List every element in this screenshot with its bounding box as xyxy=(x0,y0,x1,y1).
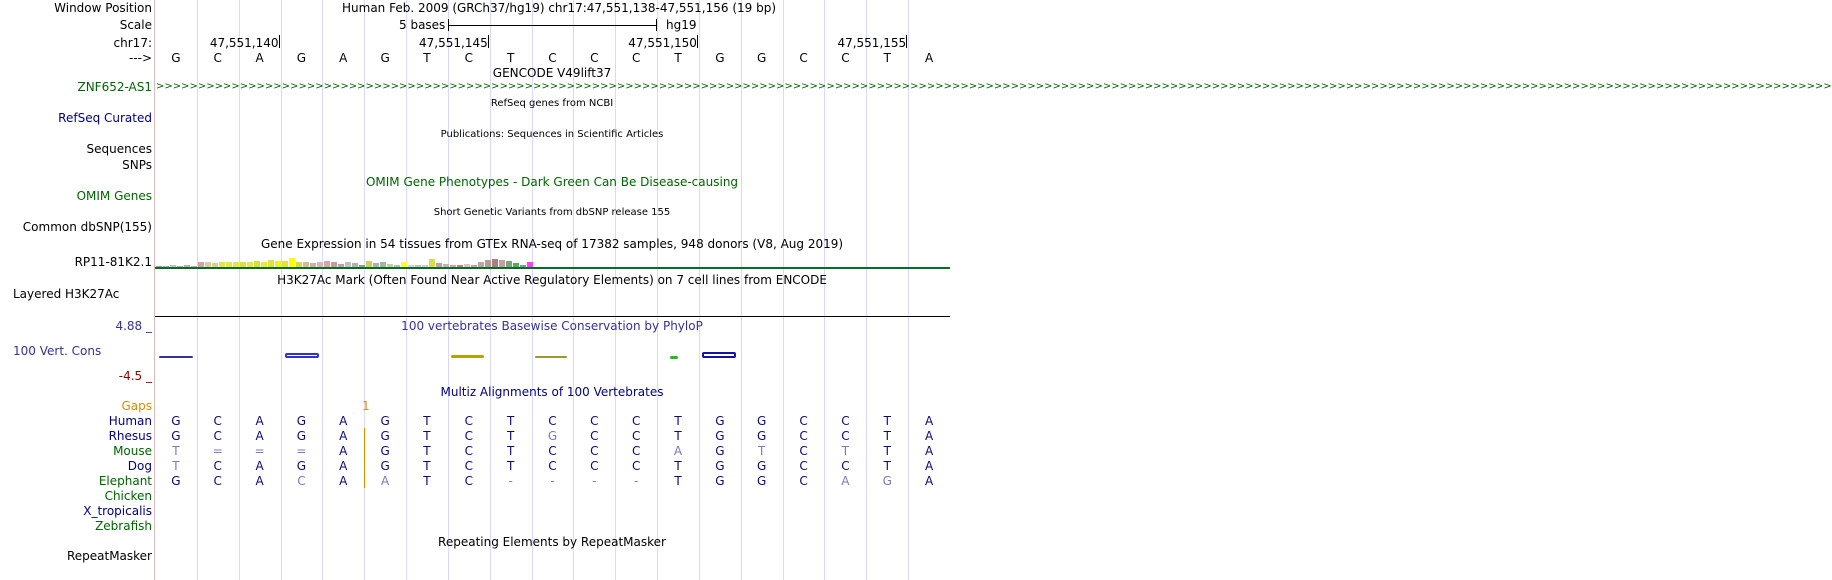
species-label[interactable]: X_tropicalis xyxy=(83,504,152,518)
gtex-gene-label[interactable]: RP11-81K2.1 xyxy=(74,255,152,269)
alignment-base: T xyxy=(674,474,682,488)
alignment-base: T xyxy=(506,429,515,443)
alignment-base: C xyxy=(464,459,473,473)
repeatmasker-title: Repeating Elements by RepeatMasker xyxy=(438,535,666,549)
chrom-label: chr17: xyxy=(113,36,152,50)
cons-mark xyxy=(535,356,567,358)
repeatmasker-label[interactable]: RepeatMasker xyxy=(66,549,152,563)
alignment-base: C xyxy=(590,414,599,428)
alignment-base: G xyxy=(715,459,725,473)
alignment-base: A xyxy=(339,414,348,428)
alignment-base: A xyxy=(339,474,348,488)
alignment-base: G xyxy=(715,474,725,488)
alignment-base: C xyxy=(841,459,850,473)
snps-label[interactable]: SNPs xyxy=(122,158,152,172)
alignment-base: T xyxy=(423,444,431,458)
alignment-base: G xyxy=(547,429,558,443)
alignment-base: G xyxy=(882,474,892,488)
scale-label: Scale xyxy=(119,18,152,32)
alignment-base: G xyxy=(171,414,181,428)
alignment-base: C xyxy=(631,414,641,428)
alignment-base: T xyxy=(423,429,431,443)
gene-label-znf652-as1[interactable]: ZNF652-AS1 xyxy=(77,80,152,94)
alignment-base: A xyxy=(924,444,934,458)
alignment-base: A xyxy=(381,474,390,488)
sequence-base: C xyxy=(590,51,599,65)
species-label[interactable]: Mouse xyxy=(113,444,152,458)
refseq-title: RefSeq genes from NCBI xyxy=(490,98,614,109)
alignment-base: C xyxy=(464,414,473,428)
alignment-base: C xyxy=(590,429,599,443)
alignment-base: T xyxy=(674,429,682,443)
alignment-base: C xyxy=(548,444,557,458)
alignment-base: G xyxy=(757,474,767,488)
h3k27ac-baseline xyxy=(155,316,950,317)
scale-text: 5 bases xyxy=(399,18,446,32)
gap-insertion-line xyxy=(364,428,365,488)
gtex-expression-bars[interactable] xyxy=(156,254,536,268)
sequence-base: G xyxy=(380,51,390,65)
gencode-title: GENCODE V49lift37 xyxy=(492,66,612,80)
alignment-base: G xyxy=(171,429,181,443)
ruler-position-label: 47,551,155 xyxy=(837,36,907,50)
alignment-base: C xyxy=(213,414,222,428)
alignment-base: T xyxy=(674,459,682,473)
gene-strand-arrows[interactable]: >>>>>>>>>>>>>>>>>>>>>>>>>>>>>>>>>>>>>>>>>>>>>>>>>>>>>>>>>>>>>>>>>>>>>>>>>>>>>>>>>>>>>>>>>>>>>>>>>>>>>>>>>>>>>>>>>>>>>>>>>>>>>>>>>>>>>>>>>>>>>>>>>>>>>>>>>>>>>>>>>>>>>>>>>>>>>>>>>>>>>>>>>>>>>>>>>>>>>>>> xyxy=(156,81,1832,92)
alignment-base: A xyxy=(924,429,934,443)
alignment-base: T xyxy=(423,414,431,428)
alignment-base: C xyxy=(631,459,641,473)
alignment-base: C xyxy=(841,429,850,443)
alignment-base: - xyxy=(592,474,597,488)
alignment-base: C xyxy=(464,474,473,488)
alignment-base: G xyxy=(757,414,767,428)
alignment-base: G xyxy=(296,459,307,473)
h3k27ac-title: H3K27Ac Mark (Often Found Near Active Regulatory Elements) on 7 cell lines from ENCODE xyxy=(277,273,827,287)
publications-title: Publications: Sequences in Scientific Articles xyxy=(440,129,664,140)
alignment-base: T xyxy=(506,444,515,458)
alignment-base: C xyxy=(799,429,808,443)
alignment-base: T xyxy=(758,444,766,458)
sequence-base: G xyxy=(715,51,725,65)
species-label[interactable]: Chicken xyxy=(104,489,152,503)
alignment-base: = xyxy=(212,444,223,458)
assembly-label: hg19 xyxy=(666,18,697,32)
sequences-label[interactable]: Sequences xyxy=(86,142,152,156)
alignment-base: G xyxy=(715,444,725,458)
cons-label[interactable]: 100 Vert. Cons xyxy=(13,344,102,358)
sequence-base: C xyxy=(631,51,641,65)
alignment-base: C xyxy=(464,444,473,458)
alignment-base: C xyxy=(631,444,641,458)
ruler-position-label: 47,551,140 xyxy=(209,36,279,50)
multiz-title: Multiz Alignments of 100 Vertebrates xyxy=(440,385,664,399)
sequence-base: T xyxy=(506,51,515,65)
alignment-base: A xyxy=(339,429,348,443)
alignment-base: T xyxy=(883,459,891,473)
alignment-base: C xyxy=(841,414,850,428)
alignment-base: C xyxy=(590,459,599,473)
alignment-base: A xyxy=(924,474,934,488)
alignment-base: G xyxy=(715,429,725,443)
alignment-base: A xyxy=(339,444,348,458)
sequence-base: A xyxy=(924,51,934,65)
sequence-base: C xyxy=(464,51,473,65)
alignment-base: G xyxy=(757,459,767,473)
ruler-tick xyxy=(488,35,489,48)
scale-bar xyxy=(448,25,656,26)
species-label[interactable]: Rhesus xyxy=(108,429,152,443)
sequence-base: G xyxy=(296,51,307,65)
alignment-base: A xyxy=(924,414,934,428)
alignment-base: A xyxy=(255,429,264,443)
alignment-base: G xyxy=(380,429,390,443)
species-label[interactable]: Dog xyxy=(127,459,152,473)
common-dbsnp-label[interactable]: Common dbSNP(155) xyxy=(22,220,152,234)
alignment-base: T xyxy=(841,444,850,458)
gap-count: 1 xyxy=(362,399,370,413)
alignment-base: C xyxy=(799,474,808,488)
sequence-base: G xyxy=(171,51,181,65)
sequence-base: C xyxy=(841,51,850,65)
cons-mark xyxy=(159,356,193,358)
alignment-base: A xyxy=(924,459,934,473)
alignment-base: C xyxy=(297,474,306,488)
alignment-base: A xyxy=(841,474,850,488)
alignment-base: C xyxy=(464,429,473,443)
omim-genes-label[interactable]: OMIM Genes xyxy=(76,189,152,203)
alignment-base: A xyxy=(255,474,264,488)
ruler-position-label: 47,551,145 xyxy=(419,36,488,50)
alignment-base: C xyxy=(631,429,641,443)
cons-min-label: -4.5 _ xyxy=(118,369,152,383)
sequence-base: A xyxy=(339,51,348,65)
strand-arrow-label: ---> xyxy=(128,51,152,65)
alignment-base: G xyxy=(296,414,307,428)
alignment-base: T xyxy=(423,474,431,488)
window-position-label: Window Position xyxy=(54,1,152,15)
sequence-base: T xyxy=(423,51,431,65)
species-label[interactable]: Human xyxy=(108,414,152,428)
alignment-base: T xyxy=(883,414,891,428)
alignment-base: T xyxy=(423,459,431,473)
sequence-base: G xyxy=(757,51,767,65)
alignment-base: - xyxy=(634,474,639,488)
ruler-tick xyxy=(279,35,280,48)
omim-title: OMIM Gene Phenotypes - Dark Green Can Be Disease-causing xyxy=(365,175,739,189)
alignment-base: T xyxy=(883,444,891,458)
ruler-tick xyxy=(697,35,698,48)
alignment-base: A xyxy=(255,459,264,473)
alignment-base: C xyxy=(799,444,808,458)
refseq-curated-label[interactable]: RefSeq Curated xyxy=(58,111,152,125)
alignment-base: - xyxy=(550,474,555,488)
sequence-base: C xyxy=(213,51,222,65)
alignment-base: T xyxy=(674,414,682,428)
alignment-base: T xyxy=(506,414,515,428)
sequence-base: A xyxy=(255,51,264,65)
alignment-base: C xyxy=(799,414,808,428)
alignment-base: C xyxy=(213,474,222,488)
gtex-title: Gene Expression in 54 tissues from GTEx RNA-seq of 17382 samples, 948 donors (V8, Aug 2019) xyxy=(260,237,844,251)
sequence-base: C xyxy=(548,51,557,65)
gtex-baseline xyxy=(155,267,950,269)
alignment-base: T xyxy=(883,429,891,443)
species-label[interactable]: Zebrafish xyxy=(95,519,152,533)
alignment-base: T xyxy=(172,444,180,458)
alignment-base: G xyxy=(715,414,725,428)
alignment-base: - xyxy=(508,474,513,488)
alignment-base: T xyxy=(172,459,180,473)
alignment-base: A xyxy=(673,444,683,458)
alignment-base: C xyxy=(213,459,222,473)
alignment-base: C xyxy=(799,459,808,473)
alignment-base: C xyxy=(548,459,557,473)
alignment-base: G xyxy=(171,474,181,488)
cons-mark xyxy=(285,353,319,358)
alignment-base: G xyxy=(757,429,767,443)
alignment-base: G xyxy=(380,414,390,428)
sequence-base: C xyxy=(799,51,808,65)
alignment-base: C xyxy=(590,444,599,458)
alignment-base: C xyxy=(548,414,557,428)
position-title[interactable]: Human Feb. 2009 (GRCh37/hg19) chr17:47,551,138-47,551,156 (19 bp) xyxy=(342,1,777,15)
cons-mark xyxy=(670,356,678,359)
dbsnp-title: Short Genetic Variants from dbSNP release 155 xyxy=(433,207,671,218)
cons-mark xyxy=(702,352,736,358)
alignment-base: = xyxy=(254,444,265,458)
sequence-base: T xyxy=(674,51,682,65)
cons-max-label: 4.88 _ xyxy=(115,319,152,333)
species-label[interactable]: Elephant xyxy=(98,474,152,488)
alignment-base: T xyxy=(506,459,515,473)
ruler-position-label: 47,551,150 xyxy=(628,36,697,50)
cons-mark xyxy=(451,355,484,358)
alignment-base: G xyxy=(380,444,390,458)
alignment-base: A xyxy=(339,459,348,473)
alignment-base: G xyxy=(296,429,307,443)
alignment-base: A xyxy=(255,414,264,428)
alignment-base: C xyxy=(213,429,222,443)
ruler-tick xyxy=(906,35,907,48)
sequence-base: T xyxy=(883,51,891,65)
alignment-base: = xyxy=(296,444,307,458)
cons-title: 100 vertebrates Basewise Conservation by PhyloP xyxy=(401,319,703,333)
gaps-label[interactable]: Gaps xyxy=(121,399,152,413)
scale-bar-right-tick xyxy=(656,19,657,31)
layered-h3k27ac-label[interactable]: Layered H3K27Ac xyxy=(13,287,120,301)
alignment-base: G xyxy=(380,459,390,473)
